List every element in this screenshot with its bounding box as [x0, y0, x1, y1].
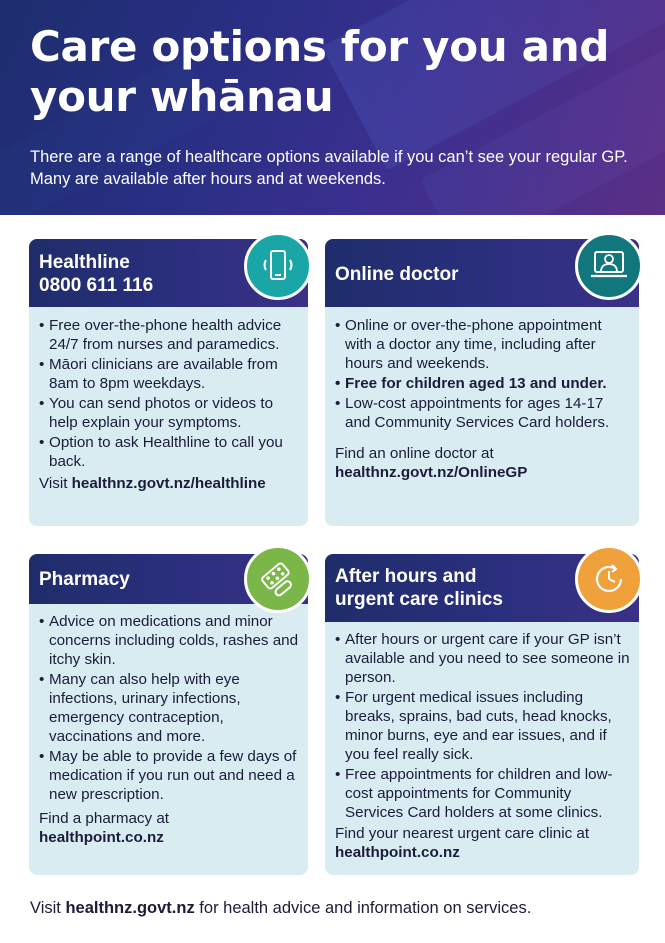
list-item: • Free over-the-phone health advice 24/7 from nurses and paramedics.	[39, 316, 300, 354]
healthline-phone: 0800 611 116	[39, 275, 154, 296]
title-rest: for you and your whānau	[30, 22, 610, 121]
footer-link[interactable]: healthnz.govt.nz	[65, 899, 195, 917]
online-doctor-find	[335, 444, 631, 482]
list-item: • Māori clinicians are available from 8am to 8pm weekdays.	[39, 355, 300, 393]
mobile-phone-icon	[244, 232, 312, 300]
hero-banner	[0, 0, 665, 215]
pharmacy-card	[29, 554, 308, 875]
footer-pre: Visit	[30, 899, 66, 917]
healthline-visit	[39, 474, 300, 493]
healthline-title: Healthline	[39, 252, 130, 273]
pharmacy-body	[39, 612, 300, 847]
after-hours-card	[325, 554, 639, 875]
title-bold: Care options	[30, 22, 327, 71]
online-doctor-card	[325, 239, 639, 526]
healthline-card	[29, 239, 308, 526]
list-item: • May be able to provide a few days of medication if you run out and need a new prescription.	[39, 747, 300, 804]
clock-icon	[575, 545, 643, 613]
find-text: Find an online doctor at	[335, 445, 494, 462]
healthline-link[interactable]: healthnz.govt.nz/healthline	[71, 475, 266, 492]
pharmacy-title: Pharmacy	[39, 569, 130, 590]
list-item: • Option to ask Healthline to call you back.	[39, 433, 300, 471]
online-doctor-title: Online doctor	[335, 264, 459, 285]
after-hours-body	[335, 630, 631, 862]
pills-icon	[244, 545, 312, 613]
list-item: • Online or over-the-phone appointment with a doctor any time, including after hours and weekends.	[335, 316, 631, 373]
after-hours-title-line2: urgent care clinics	[335, 589, 503, 610]
footer-post: for health advice and information on services.	[194, 899, 532, 917]
find-text: Find a pharmacy at	[39, 810, 169, 827]
list-item: • Low-cost appointments for ages 14-17 and Community Services Card holders.	[335, 394, 631, 432]
pharmacy-list	[39, 612, 300, 804]
after-hours-title-line1: After hours and	[335, 566, 477, 587]
list-item: • For urgent medical issues including breaks, sprains, bad cuts, head knocks, minor burns, eye and ear issues, and if you feel really sick.	[335, 688, 631, 764]
doctor-on-laptop-icon	[575, 232, 643, 300]
page-title	[30, 22, 650, 122]
list-item: • Many can also help with eye infections, urinary infections, emergency contraception, vaccinations and more.	[39, 670, 300, 746]
visit-text: Visit	[39, 475, 72, 492]
list-item: • You can send photos or videos to help explain your symptoms.	[39, 394, 300, 432]
find-text: Find your nearest urgent care clinic at	[335, 825, 590, 842]
pharmacy-find	[39, 809, 300, 847]
online-doctor-list	[335, 316, 631, 432]
list-item: • After hours or urgent care if your GP isn’t available and you need to see someone in person.	[335, 630, 631, 687]
after-hours-list	[335, 630, 631, 822]
online-doctor-body	[335, 316, 631, 482]
list-item: • Advice on medications and minor concerns including colds, rashes and itchy skin.	[39, 612, 300, 669]
pharmacy-link[interactable]: healthpoint.co.nz	[39, 829, 164, 846]
after-hours-find	[335, 824, 631, 862]
healthline-list	[39, 316, 300, 471]
healthline-body	[39, 316, 300, 493]
after-hours-link[interactable]: healthpoint.co.nz	[335, 844, 460, 861]
list-item: • Free appointments for children and low-cost appointments for Community Services Card holders at some clinics.	[335, 765, 631, 822]
online-doctor-link[interactable]: healthnz.govt.nz/OnlineGP	[335, 464, 528, 481]
list-item: • Free for children aged 13 and under.	[335, 374, 631, 393]
footer-note	[30, 897, 650, 919]
page-subtitle: There are a range of healthcare options available if you can’t see your regular GP. Many are available after hours and at weekends.	[30, 148, 628, 188]
